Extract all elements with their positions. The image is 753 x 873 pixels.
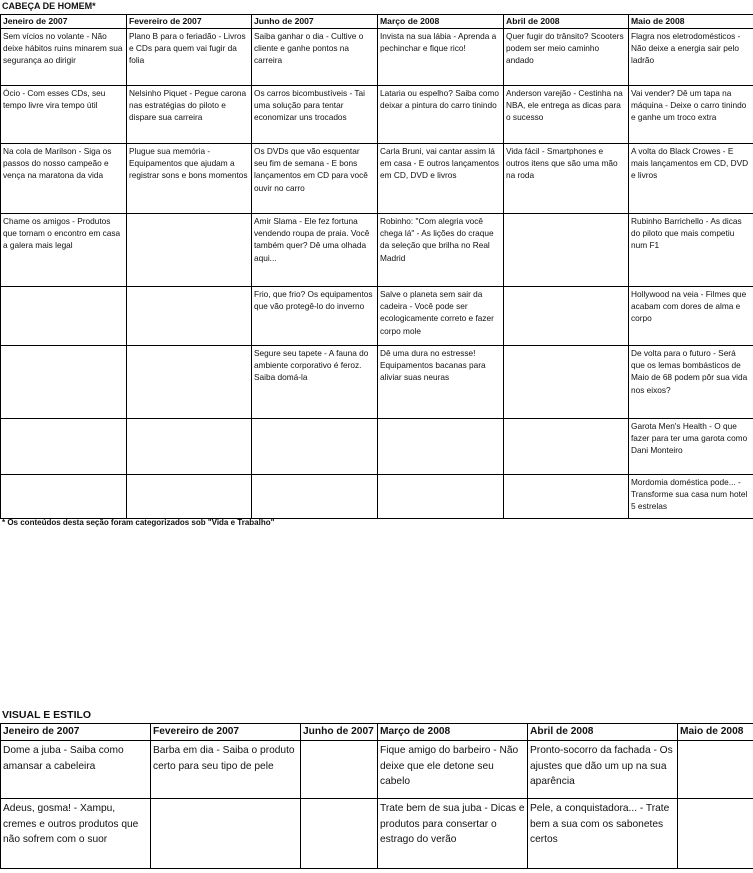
column-header: Maio de 2008 (678, 724, 753, 741)
table-cell: Na cola de Marilson - Siga os passos do nosso campeão e vença na maratona da vida (1, 144, 127, 214)
table-cell: Saiba ganhar o dia - Cultive o cliente e ganhe pontos na carreira (252, 29, 378, 86)
table-cell: Os DVDs que vão esquentar seu fim de semana - E bons lançamentos em CD para você ouvir no carro (252, 144, 378, 214)
table-cell (151, 799, 301, 869)
table-cell (127, 214, 252, 287)
column-header: Março de 2008 (378, 724, 528, 741)
table-cell: Lataria ou espelho? Saiba como deixar a pintura do carro tinindo (378, 86, 504, 144)
table-cell: Ócio - Com esses CDs, seu tempo livre vira tempo útil (1, 86, 127, 144)
table-cell (504, 419, 629, 475)
table-cell: Sem vícios no volante - Não deixe hábitos ruins minarem sua segurança ao dirigir (1, 29, 127, 86)
column-header: Fevereiro de 2007 (151, 724, 301, 741)
table-row (1, 287, 753, 346)
table-cell: Pele, a conquistadora... - Trate bem a sua com os sabonetes certos (528, 799, 678, 869)
table-cell: Vai vender? Dê um tapa na máquina - Deixe o carro tinindo e ganhe um troco extra (629, 86, 753, 144)
column-header: Jeneiro de 2007 (1, 15, 127, 29)
table-cell: Segure seu tapete - A fauna do ambiente corporativo é feroz. Saiba domá-la (252, 346, 378, 419)
table-cell: Barba em dia - Saiba o produto certo para seu tipo de pele (151, 741, 301, 799)
table-cell (1, 419, 127, 475)
schedule-table-cabeca-de-homem (0, 14, 753, 519)
table-cell: Flagra nos eletrodomésticos - Não deixe a energia sair pelo ladrão (629, 29, 753, 86)
table-cell: Trate bem de sua juba - Dicas e produtos para consertar o estrago do verão (378, 799, 528, 869)
table-cell: Plugue sua memória - Equipamentos que ajudam a registrar sons e bons momentos (127, 144, 252, 214)
table-cell: Quer fugir do trânsito? Scooters podem ser meio caminho andado (504, 29, 629, 86)
schedule-table-visual-e-estilo (0, 723, 753, 869)
section-title-cabeca-de-homem: CABEÇA DE HOMEM* (2, 1, 96, 11)
table-cell: Robinho: "Com alegria você chega lá" - As lições do craque da seleção que brilha no Real Madrid (378, 214, 504, 287)
table-cell: Fique amigo do barbeiro - Não deixe que ele detone seu cabelo (378, 741, 528, 799)
table-cell (127, 346, 252, 419)
table-cell (678, 741, 753, 799)
table-cell: Dê uma dura no estresse! Equipamentos bacanas para aliviar suas neuras (378, 346, 504, 419)
table-row (1, 86, 753, 144)
table-cell: Rubinho Barrichello - As dicas do piloto que mais competiu num F1 (629, 214, 753, 287)
column-header: Junho de 2007 (252, 15, 378, 29)
table-row (1, 741, 753, 799)
table-cell: Dome a juba - Saiba como amansar a cabeleira (1, 741, 151, 799)
table-cell (252, 419, 378, 475)
table-cell (127, 475, 252, 519)
table-cell: Carla Bruni, vai cantar assim lá em casa - E outros lançamentos em CD, DVD e livros (378, 144, 504, 214)
table-cell (504, 475, 629, 519)
table-cell (127, 419, 252, 475)
table-row (1, 29, 753, 86)
column-header: Abril de 2008 (504, 15, 629, 29)
table-cell: Invista na sua lábia - Aprenda a pechinchar e fique rico! (378, 29, 504, 86)
table-cell (378, 475, 504, 519)
table-cell: Mordomia doméstica pode... - Transforme sua casa num hotel 5 estrelas (629, 475, 753, 519)
table-cell (378, 419, 504, 475)
table-cell: Anderson varejão - Cestinha na NBA, ele entrega as dicas para o sucesso (504, 86, 629, 144)
table-row (1, 475, 753, 519)
column-header: Abril de 2008 (528, 724, 678, 741)
table-cell (301, 799, 378, 869)
column-header: Jeneiro de 2007 (1, 724, 151, 741)
table-row (1, 799, 753, 869)
table-cell (1, 346, 127, 419)
column-header: Junho de 2007 (301, 724, 378, 741)
table-cell (127, 287, 252, 346)
table-cell: Plano B para o feriadão - Livros e CDs para quem vai fugir da folia (127, 29, 252, 86)
table-cell (504, 214, 629, 287)
table-cell (504, 346, 629, 419)
table-cell (504, 287, 629, 346)
table-row (1, 214, 753, 287)
table-cell: Hollywood na veia - Filmes que acabam com dores de alma e corpo (629, 287, 753, 346)
table-cell: Frio, que frio? Os equipamentos que vão protegê-lo do inverno (252, 287, 378, 346)
table-cell: De volta para o futuro - Será que os lemas bombásticos de Maio de 68 podem pôr sua vida nos eixos? (629, 346, 753, 419)
table-cell: Vida fácil - Smartphones e outros itens que são uma mão na roda (504, 144, 629, 214)
table-cell: Amir Slama - Ele fez fortuna vendendo roupa de praia. Você também quer? Dê uma olhada aqui... (252, 214, 378, 287)
table-cell (1, 287, 127, 346)
table-cell: Os carros bicombustíveis - Tai uma solução para tentar economizar uns trocados (252, 86, 378, 144)
table-cell (678, 799, 753, 869)
table-cell: Salve o planeta sem sair da cadeira - Você pode ser ecologicamente correto e fazer corpo mole (378, 287, 504, 346)
table-row (1, 419, 753, 475)
header-row (1, 724, 753, 741)
table-cell (252, 475, 378, 519)
table-cell: Garota Men's Health - O que fazer para ter uma garota como Dani Monteiro (629, 419, 753, 475)
table-cell (301, 741, 378, 799)
table-cell: Pronto-socorro da fachada - Os ajustes que dão um up na sua aparência (528, 741, 678, 799)
column-header: Fevereiro de 2007 (127, 15, 252, 29)
footnote: * Os conteúdos desta seção foram categorizados sob "Vida e Trabalho" (2, 518, 275, 527)
table-cell: Chame os amigos - Produtos que tornam o encontro em casa a galera mais legal (1, 214, 127, 287)
table-row (1, 144, 753, 214)
table-cell: Adeus, gosma! - Xampu, cremes e outros produtos que não sofrem com o suor (1, 799, 151, 869)
column-header: Maio de 2008 (629, 15, 753, 29)
table-cell: A volta do Black Crowes - E mais lançamentos em CD, DVD e livros (629, 144, 753, 214)
section-title-visual-e-estilo: VISUAL E ESTILO (2, 709, 92, 721)
column-header: Março de 2008 (378, 15, 504, 29)
table-row (1, 346, 753, 419)
header-row (1, 15, 753, 29)
table-cell (1, 475, 127, 519)
table-cell: Nelsinho Piquet - Pegue carona nas estratégias do piloto e dispare sua carreira (127, 86, 252, 144)
